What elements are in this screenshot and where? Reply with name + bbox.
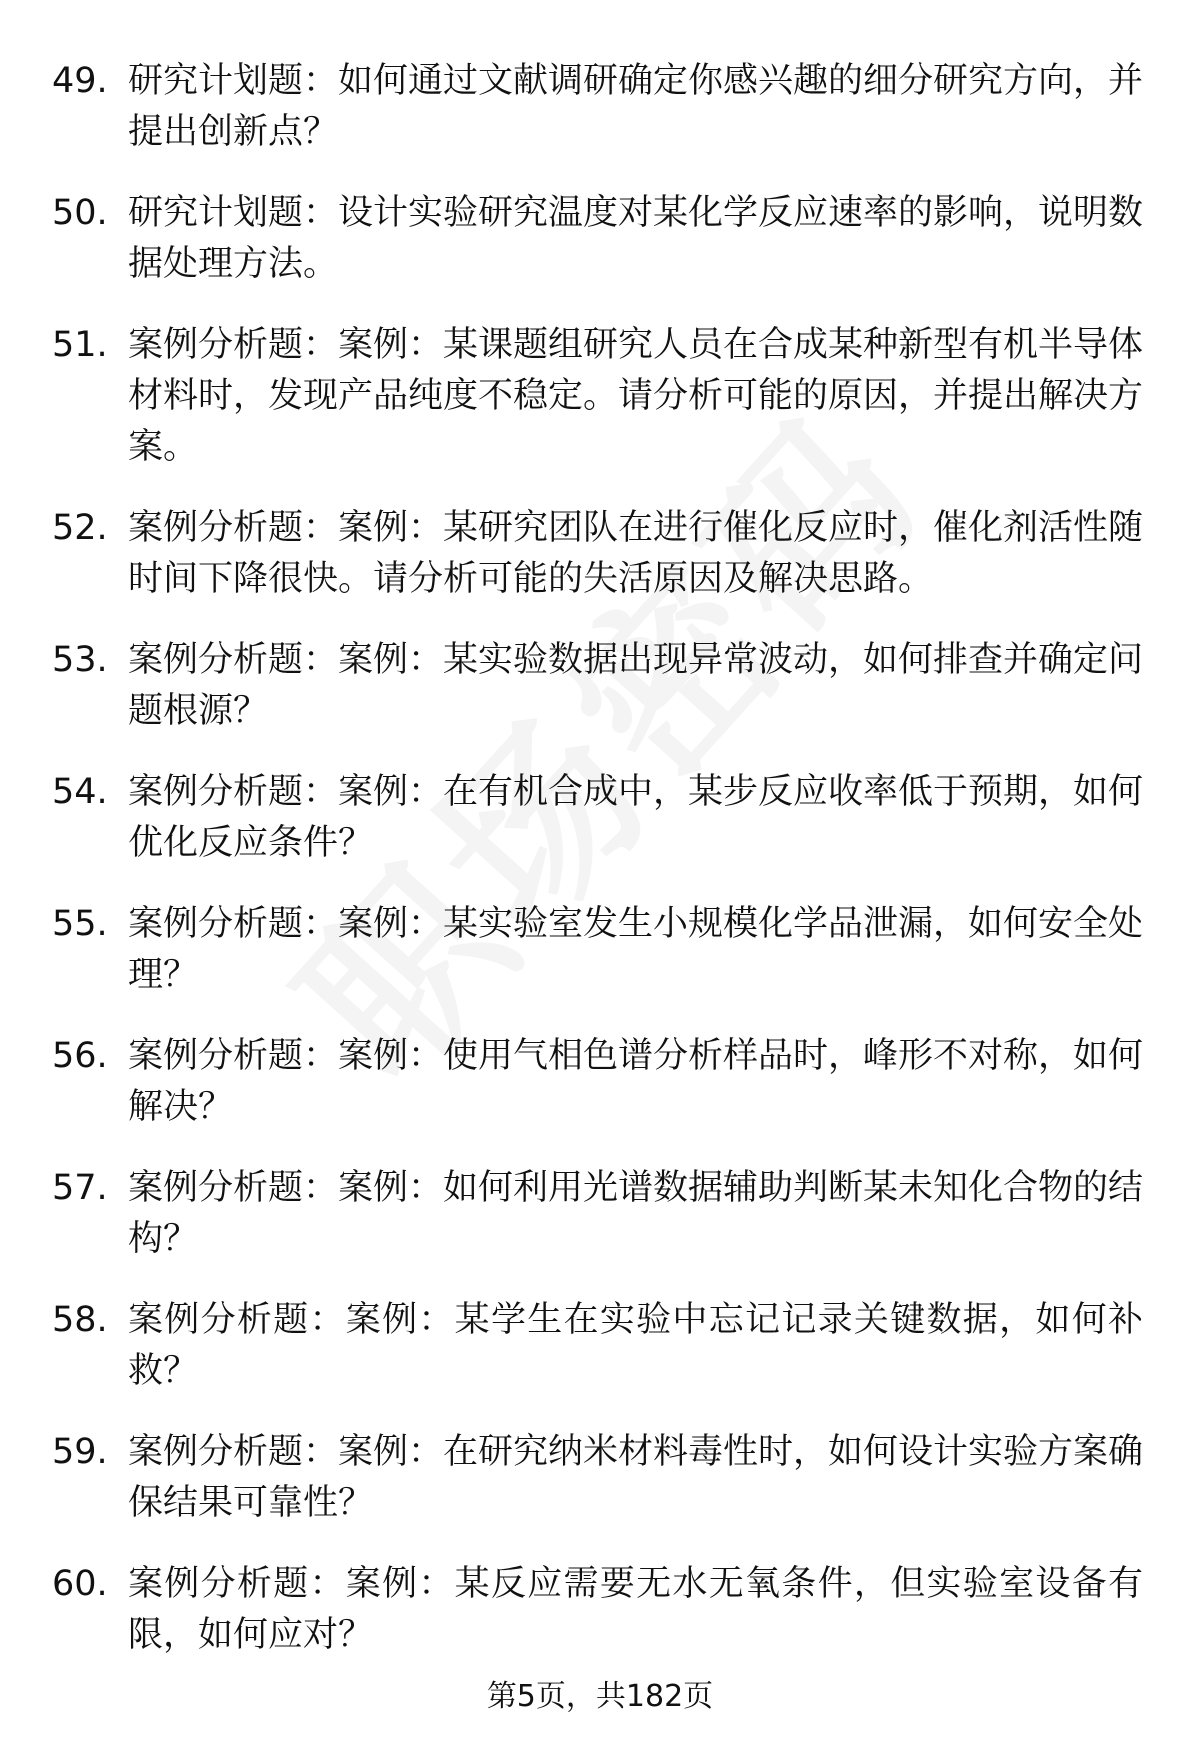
question-text: 案例分析题：案例：在有机合成中，某步反应收率低于预期，如何优化反应条件？ — [128, 772, 1144, 863]
question-number: 58. — [52, 1300, 108, 1340]
question-item-55 — [0, 899, 1200, 1031]
question-number: 60. — [52, 1564, 108, 1604]
question-number: 57. — [52, 1168, 108, 1208]
question-text: 案例分析题：案例：如何利用光谱数据辅助判断某未知化合物的结构？ — [128, 1168, 1144, 1259]
question-item-60 — [0, 1559, 1200, 1691]
question-number: 54. — [52, 772, 108, 812]
question-text: 案例分析题：案例：某研究团队在进行催化反应时，催化剂活性随时间下降很快。请分析可能的失活原因及解决思路。 — [128, 508, 1144, 599]
question-item-56 — [0, 1031, 1200, 1163]
question-item-53 — [0, 635, 1200, 767]
question-number: 53. — [52, 640, 108, 680]
question-number: 56. — [52, 1036, 108, 1076]
question-number: 55. — [52, 904, 108, 944]
question-item-49 — [0, 56, 1200, 188]
question-number: 59. — [52, 1432, 108, 1472]
question-text: 案例分析题：案例：某课题组研究人员在合成某种新型有机半导体材料时，发现产品纯度不稳定。请分析可能的原因，并提出解决方案。 — [128, 325, 1144, 467]
question-text: 案例分析题：案例：某学生在实验中忘记记录关键数据，如何补救？ — [128, 1300, 1143, 1391]
question-text: 案例分析题：案例：某实验数据出现异常波动，如何排查并确定问题根源？ — [128, 640, 1144, 731]
question-text: 研究计划题：设计实验研究温度对某化学反应速率的影响，说明数据处理方法。 — [128, 193, 1144, 284]
question-list — [0, 56, 1200, 1691]
question-text: 研究计划题：如何通过文献调研确定你感兴趣的细分研究方向，并提出创新点？ — [128, 61, 1144, 152]
question-number: 52. — [52, 508, 108, 548]
question-item-51 — [0, 320, 1200, 503]
question-item-59 — [0, 1427, 1200, 1559]
question-text: 案例分析题：案例：某反应需要无水无氧条件，但实验室设备有限，如何应对？ — [128, 1564, 1143, 1655]
question-item-58 — [0, 1295, 1200, 1427]
question-item-57 — [0, 1163, 1200, 1295]
question-item-54 — [0, 767, 1200, 899]
question-text: 案例分析题：案例：某实验室发生小规模化学品泄漏，如何安全处理？ — [128, 904, 1144, 995]
question-text: 案例分析题：案例：使用气相色谱分析样品时，峰形不对称，如何解决？ — [128, 1036, 1144, 1127]
page-footer: 第5页，共182页 — [486, 1679, 714, 1714]
question-number: 51. — [52, 325, 108, 365]
question-item-50 — [0, 188, 1200, 320]
question-number: 50. — [52, 193, 108, 233]
question-number: 49. — [52, 61, 108, 101]
question-item-52 — [0, 503, 1200, 635]
question-text: 案例分析题：案例：在研究纳米材料毒性时，如何设计实验方案确保结果可靠性？ — [128, 1432, 1144, 1523]
